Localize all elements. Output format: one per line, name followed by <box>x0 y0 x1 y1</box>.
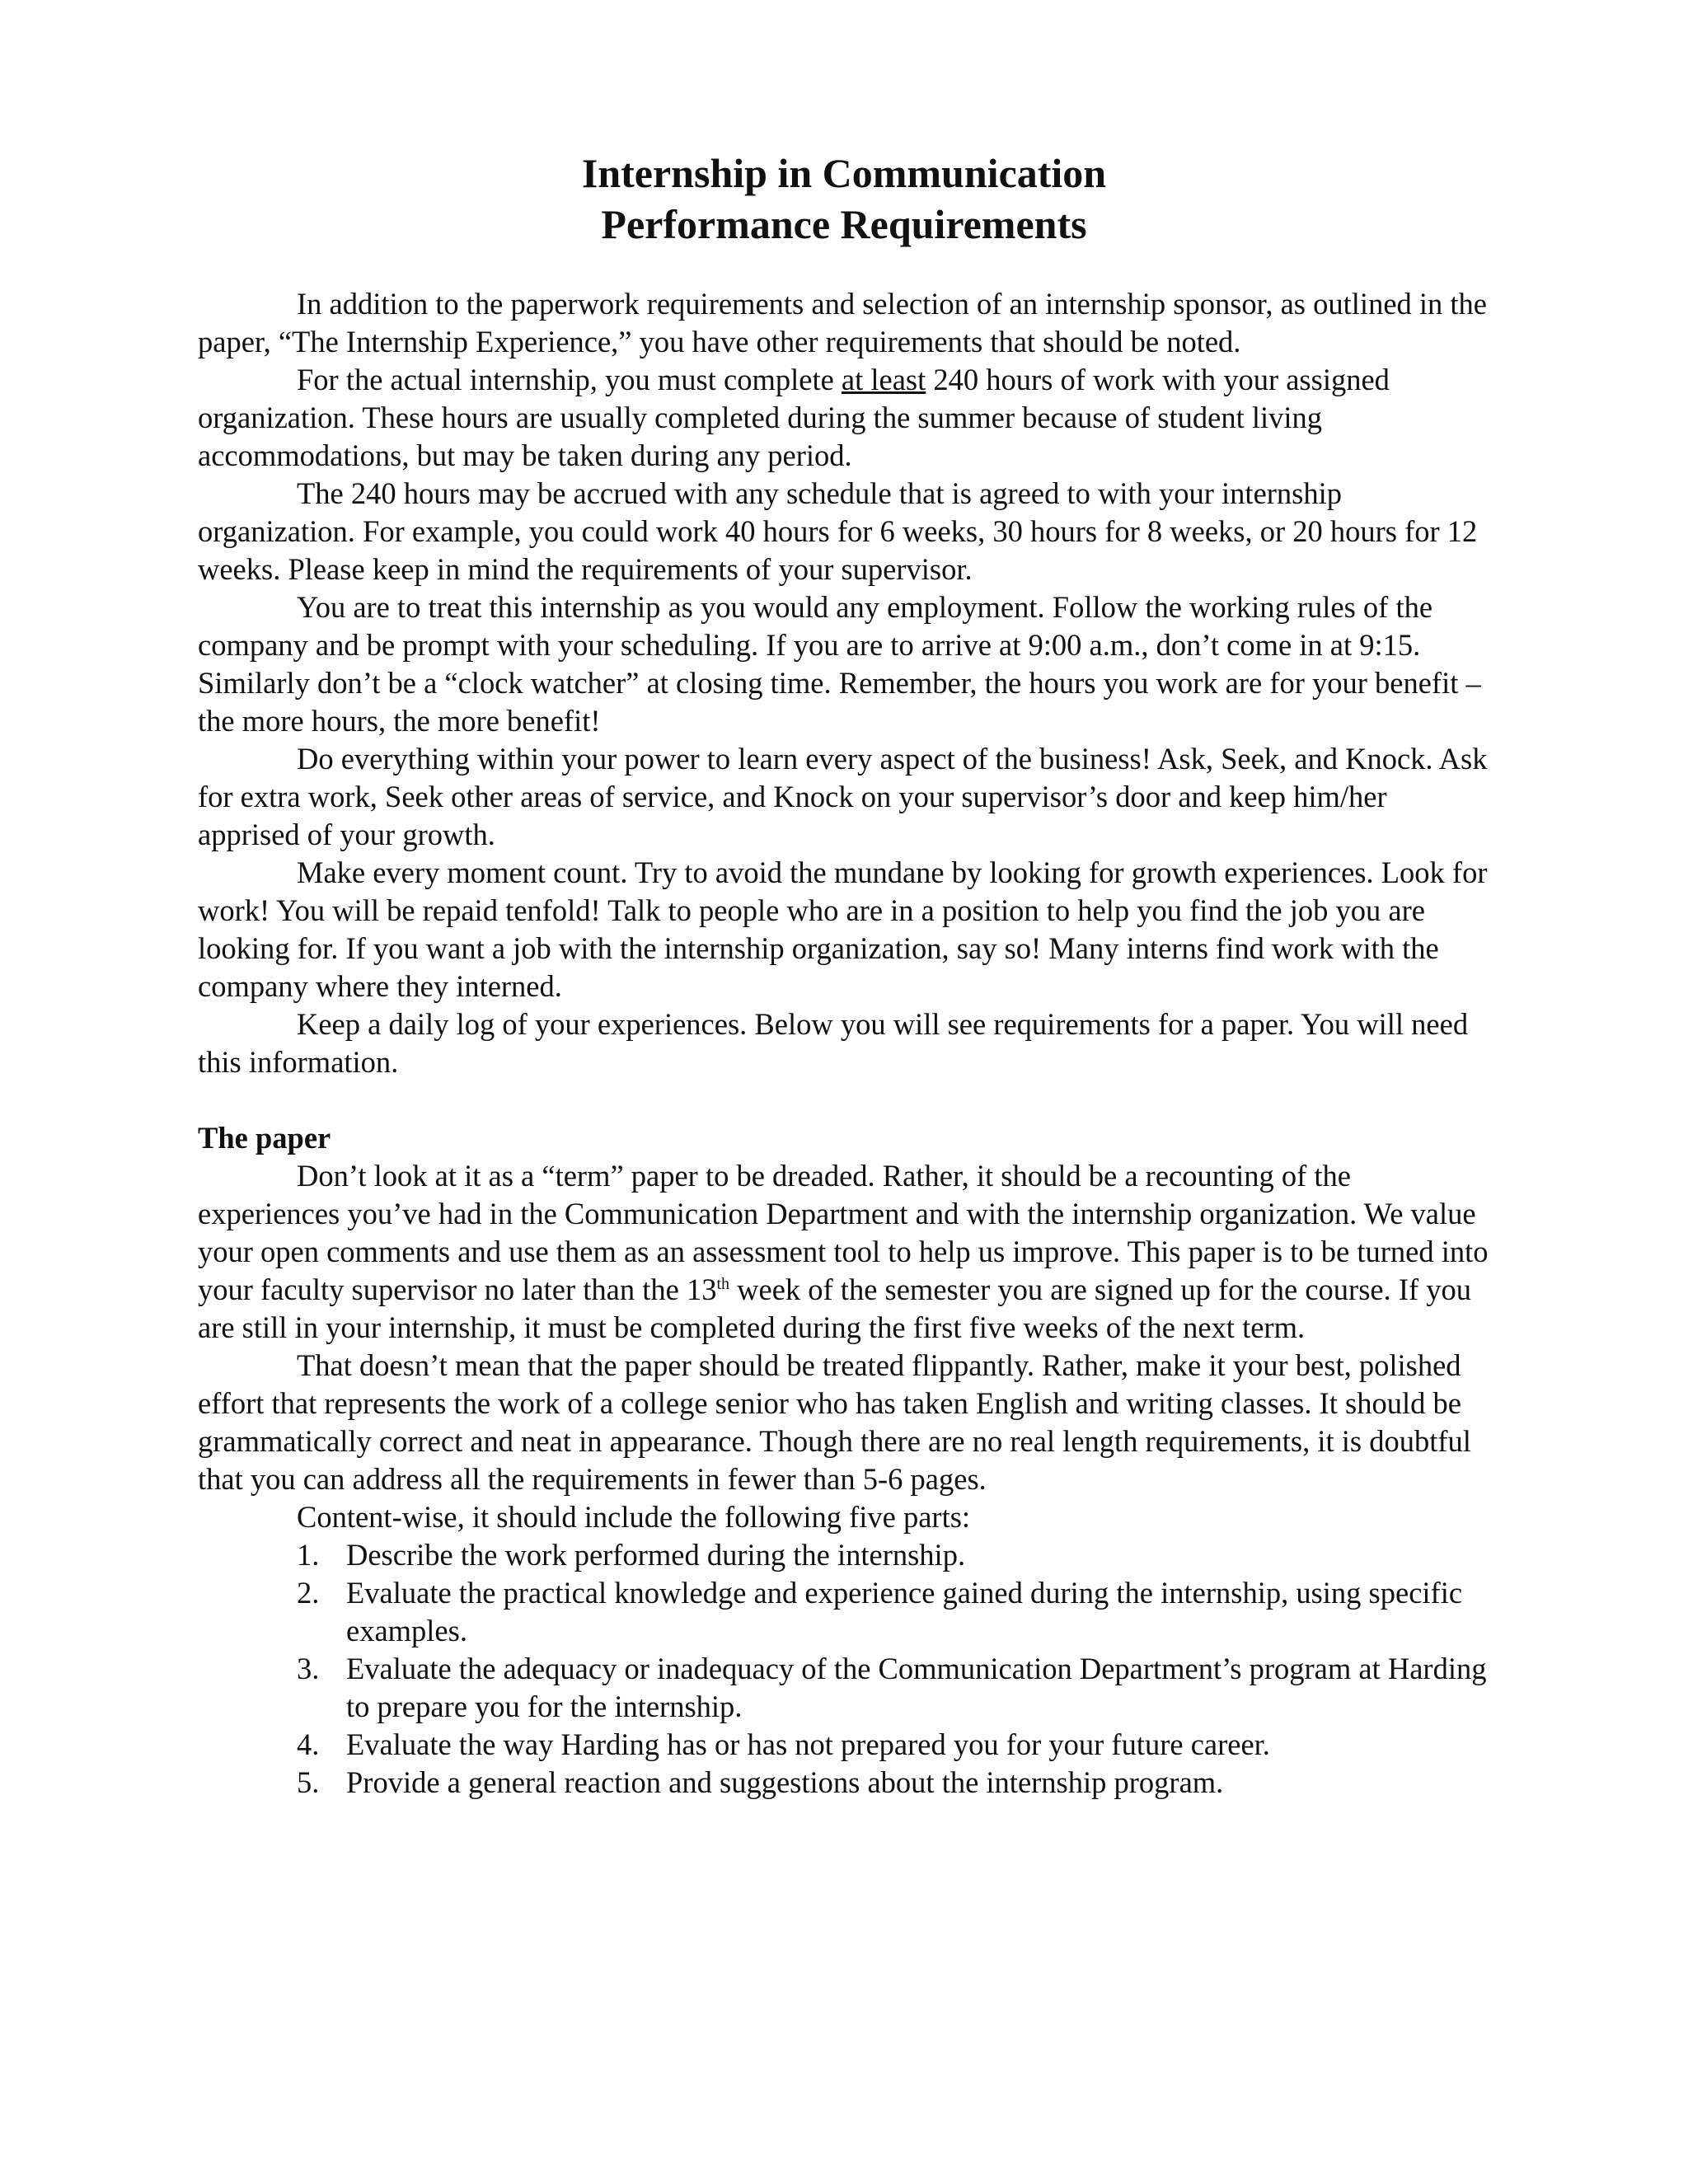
document-title-line-1: Internship in Communication <box>581 150 1107 196</box>
list-item <box>297 1536 1490 1574</box>
list-item <box>297 1726 1490 1764</box>
list-item <box>297 1574 1490 1650</box>
list-item-text: Evaluate the practical knowledge and experience gained during the internship, using specific examples. <box>346 1576 1463 1647</box>
paper-paragraph-1-after: week of the semester you are signed up for the course. If you are still in your internship, it must be completed during the first five weeks of the next term. <box>198 1272 1472 1344</box>
paragraph-hours-after: 240 hours of work with your assigned organization. These hours are usually completed during the summer because of student living accommodations, but may be taken during any period. <box>198 363 1390 472</box>
list-item-number: 2. <box>297 1576 320 1610</box>
list-item-text: Evaluate the adequacy or inadequacy of the Communication Department’s program at Harding to prepare you for the internship. <box>346 1652 1487 1723</box>
paper-paragraph-2: That doesn’t mean that the paper should be treated flippantly. Rather, make it your best, polished effort that represents the work of a college senior who has taken English and writing classes. It should be grammatically correct and neat in appearance. Though there are no real length requirements, it is doubtful that you can address all the requirements in fewer than 5-6 pages. <box>198 1348 1471 1496</box>
paper-paragraph-1-before: Don’t look at it as a “term” paper to be dreaded. Rather, it should be a recounting of the experiences you’ve had in the Communication Department and with the internship organization. We value your open comments and use them as an assessment tool to help us improve. This paper is to be turned into your faculty supervisor no later than the 13 <box>198 1159 1489 1306</box>
document-title-line-2: Performance Requirements <box>601 201 1087 247</box>
list-item-number: 5. <box>297 1765 320 1799</box>
document-body <box>198 285 1490 1802</box>
content-parts-list <box>198 1536 1490 1802</box>
list-item <box>297 1764 1490 1802</box>
paragraph-hours-before: For the actual internship, you must complete <box>297 363 842 396</box>
list-item-text: Describe the work performed during the internship. <box>346 1538 966 1572</box>
list-item-number: 3. <box>297 1652 320 1685</box>
list-item <box>297 1650 1490 1726</box>
paragraph-intro: In addition to the paperwork requirements and selection of an internship sponsor, as outlined in the paper, “The Internship Experience,” you have other requirements that should be noted. <box>198 287 1487 359</box>
underlined-at-least: at least <box>841 363 926 396</box>
paper-paragraph-3: Content-wise, it should include the following five parts: <box>297 1500 971 1534</box>
paragraph-learn: Do everything within your power to learn every aspect of the business! Ask, Seek, and Knock. Ask for extra work, Seek other areas of service, and Knock on your supervisor’s door and keep him/her apprised of your growth. <box>198 742 1488 851</box>
paragraph-log: Keep a daily log of your experiences. Below you will see requirements for a paper. You will need this information. <box>198 1007 1469 1079</box>
section-heading-the-paper: The paper <box>198 1121 331 1155</box>
paragraph-hours <box>198 361 1490 475</box>
superscript-th: th <box>716 1274 730 1293</box>
paper-paragraph-1 <box>198 1157 1490 1347</box>
paragraph-moment: Make every moment count. Try to avoid the mundane by looking for growth experiences. Look for work! You will be repaid tenfold! Talk to people who are in a position to help you find the job you are looking for. If you want a job with the internship organization, say so! Many interns find work with the company where they interned. <box>198 855 1488 1003</box>
paragraph-schedule: The 240 hours may be accrued with any schedule that is agreed to with your internship organization. For example, you could work 40 hours for 6 weeks, 30 hours for 8 weeks, or 20 hours for 12 weeks. Please keep in mind the requirements of your supervisor. <box>198 476 1478 586</box>
list-item-number: 1. <box>297 1538 320 1572</box>
list-item-text: Evaluate the way Harding has or has not prepared you for your future career. <box>346 1727 1270 1761</box>
paragraph-employment: You are to treat this internship as you would any employment. Follow the working rules of the company and be prompt with your scheduling. If you are to arrive at 9:00 a.m., don’t come in at 9:15. Similarly don’t be a “clock watcher” at closing time. Remember, the hours you work are for your benefit – the more hours, the more benefit! <box>198 590 1481 738</box>
list-item-number: 4. <box>297 1727 320 1761</box>
list-item-text: Provide a general reaction and suggestions about the internship program. <box>346 1765 1224 1799</box>
